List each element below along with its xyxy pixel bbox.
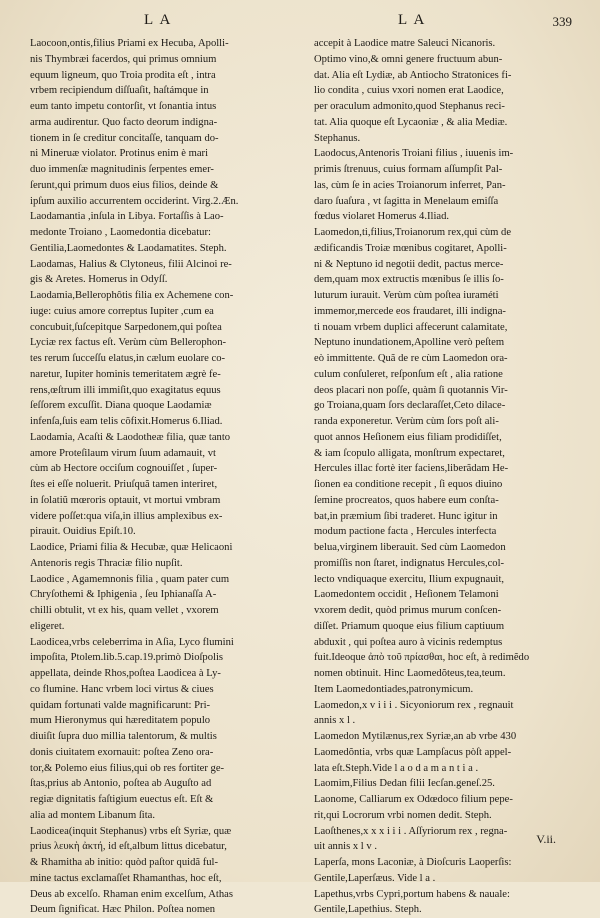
text-line: fœdus violaret Homerus 4.Iliad. xyxy=(314,211,450,223)
text-line: Laodicea(inquit Stephanus) vrbs eſt Syriæ, quæ xyxy=(30,825,232,837)
text-line: vrbem recipiendum diſſuaſit, haſtámque in xyxy=(30,85,209,97)
text-line: las, cùm ſe in acies Troianorum inferret, Pan- xyxy=(314,179,506,191)
text-line: in ſolatiũ mœroris optauit, vt mortui vmbram xyxy=(30,494,221,506)
text-line: Deus ab excelſo. Rhaman enim excelſum, Athas xyxy=(30,888,233,900)
text-line: Laodocus,Antenoris Troiani filius , iuuenis im- xyxy=(314,148,514,160)
text-line: appellata, deinde Rhos,poſtea Laodicea à Ly- xyxy=(30,668,221,679)
text-line: rit,qui Locrorum vrbi nomen dedit. Steph. xyxy=(314,809,492,821)
running-head-right: L A xyxy=(398,12,427,28)
text-line: Laodamia,Bellerophôtis filia ex Achemene con- xyxy=(30,290,234,301)
page-number: 339 xyxy=(552,14,572,29)
text-line: promiſſis non ſtaret, indignatus Hercules,col- xyxy=(314,557,505,569)
text-line: Antenoris regis Thraciæ filio nupſit. xyxy=(30,557,183,569)
text-line: medonte Troiano , Laomedontia dicebatur: xyxy=(30,227,211,238)
text-line: duo immenſæ magnitudinis ſerpentes emer- xyxy=(30,164,214,175)
text-line: mum Hieronymus qui hæreditatem populo xyxy=(30,715,211,727)
text-line: & Rhamitha ab initio: quòd paſtor quidã ful- xyxy=(30,857,219,868)
text-line: diuiſit ſupra duo millia talentorum, & multis xyxy=(30,731,217,742)
running-head-left: L A xyxy=(144,12,173,28)
text-line: ſeſſorem excuſſit. Diana quoque Laodamiæ xyxy=(30,400,212,412)
text-line: Laomim,Filius Dedan filii Iecſan.geneſ.25. xyxy=(314,778,495,790)
text-line: regiæ dignitatis faſtigium euectus eſt. Eſt & xyxy=(30,794,214,805)
text-line: deos placari non poſſe, quàm ſi quotannis Vir- xyxy=(314,384,508,396)
text-line: Deum ſignificat. Hæc Philon. Poſtea nomen xyxy=(30,904,216,916)
text-line: daro ſuaſura , vt ſagitta in Menelaum emiſſa xyxy=(314,195,499,207)
text-line: per oraculum admonito,quod Stephanus reci- xyxy=(314,101,505,112)
text-line: Lyciæ rex factus eſt. Verùm cùm Bellerophon- xyxy=(30,337,227,349)
text-line: alia ad montem Libanum ſita. xyxy=(30,809,156,821)
text-line: nis Thymbræi facerdos, qui primus omnium xyxy=(30,53,217,65)
text-line: tionem in ſe creditur concitaſſe, tanquam do- xyxy=(30,132,219,144)
text-line: eum tanto impetu contorſit, vt ſonantia intus xyxy=(30,101,217,112)
text-line: co flumine. Hanc vrbem loci virtus & ciues xyxy=(30,683,214,695)
text-line: primis ſtrenuus, cuius formam aſſumpſit Pal- xyxy=(314,164,503,175)
text-line: annis x l . xyxy=(314,715,356,727)
text-line: Laperſa, mons Laconiæ, à Dioſcuris Laoperſis: xyxy=(314,857,512,868)
text-line: luturum iurauit. Verùm cùm poſtea iuraméti xyxy=(314,290,499,301)
text-line: dem,quam mox extructis mœnibus ſe illis ſo- xyxy=(314,274,504,286)
text-line: culum conſuleret, reſponſum eſt , alia ratione xyxy=(314,368,503,380)
text-line: bat,in præmium ſibi traderet. Hunc igitur in xyxy=(314,510,498,522)
text-line: iuge: cuius amore correptus Iupiter ,cum ea xyxy=(30,305,214,317)
text-line: infenſa,ſuis eam telis cõfixit.Homerus 6.Iliad. xyxy=(30,416,223,427)
text-line: & iam ſcopulo alligata, monſtrum expectaret, xyxy=(314,447,505,459)
text-line: impoſita, Ptolem.lib.5.cap.19.primò Dioſpolis xyxy=(30,652,224,664)
text-line: randa exponeretur. Verùm cùm ſors poſt ali- xyxy=(314,416,499,427)
text-line: mine tactus exclamaſſet Rhamanthas, hoc eſt, xyxy=(30,872,222,884)
text-line: ſerunt,qui primum duos eius filios, deinde & xyxy=(30,179,219,191)
text-line: ſtas,prius ab Antonio, poſtea ab Auguſto ad xyxy=(30,778,212,790)
text-line: naretur, Iupiter hominis temeritatem ægrè fe- xyxy=(30,368,221,380)
text-line: rens,œſtrum illi immiſit,quo exagitatus equus xyxy=(30,384,221,396)
text-line: Laoſthenes,x x x i i i . Aſſyriorum rex , regna- xyxy=(314,825,508,837)
text-line: dat. Alia eſt Lydiæ, ab Antiocho Stratonices fi- xyxy=(314,69,512,81)
text-line: vxorem dedit, quòd primus murum conſcen- xyxy=(314,605,502,616)
text-line: quidam fortunati valde magnificarunt: Pri- xyxy=(30,699,211,711)
text-line: Laodice, Priami filia & Hecubæ, quæ Helicaoni xyxy=(30,542,233,553)
text-line: tes rerum ſucceſſu elatus,in cælum euolare co- xyxy=(30,353,226,364)
text-line: Gentile,Laperſæus. Vide l a . xyxy=(314,872,436,884)
text-line: Laonome, Calliarum ex Odœdoco filium pepe- xyxy=(314,794,513,805)
text-line: amore Proteſilaum virum ſuum adamauit, vt xyxy=(30,447,216,459)
text-line: accepit à Laodice matre Saleuci Nicanoris. xyxy=(314,38,496,49)
text-line: Optimo vino,& omni genere fructuum abun- xyxy=(314,53,503,65)
text-line: lecto vndiquaque exercitu, Ilium expugnauit, xyxy=(314,573,505,585)
text-line: Gentilia,Laomedontes & Laodamatites. Steph. xyxy=(30,242,227,254)
text-line: videre poſſet:qua viſa,in illius amplexibus ex- xyxy=(30,510,223,522)
text-line: pirauit. Ouidius Epiſt.10. xyxy=(30,526,136,538)
text-line: go Troiana,quam ſors declaraſſet,Ceto dilace- xyxy=(314,400,506,412)
text-line: Laodice , Agamemnonis filia , quam pater cum xyxy=(30,573,230,585)
text-line: ædificandis Troiæ mœnibus cogitaret, Apolli- xyxy=(314,242,507,254)
left-column xyxy=(30,36,286,918)
text-line: ni & Neptuno id negotii dedit, pactus merce- xyxy=(314,258,504,270)
text-line: uit annis x l v . xyxy=(314,841,377,853)
text-line: ipſum auxilio accurrentem occiderint. Virg.2.Æn. xyxy=(30,195,239,207)
signature-mark: V.ii. xyxy=(536,832,556,846)
text-line: Neptuno inundationem,Apolline verò peſtem xyxy=(314,337,505,349)
text-line: Lapethus,vrbs Cypri,portum habens & nauale: xyxy=(314,888,510,900)
text-line: concubuit,ſuſcepitque Sarpedonem,qui poſtea xyxy=(30,321,222,333)
text-line: equum ligneum, quo Troia prodita eſt , intra xyxy=(30,69,216,81)
text-line: nomen obtinuit. Hinc Laomedõteus,tea,teum. xyxy=(314,668,506,679)
text-line: lata eſt.Steph.Vide l a o d a m a n t i a . xyxy=(314,762,479,774)
text-line: fuit.Ideoque ἀπὸ τοῦ πρίασθαι, hoc eſt, à redimẽdo xyxy=(314,652,530,664)
text-line: donis ciuitatem exornauit: poſtea Zeno ora- xyxy=(30,746,214,758)
text-line: prius λευκὴ ἀκτή, id eſt,album littus dicebatur, xyxy=(30,841,227,853)
text-line: ſionen ea conditione recepit , ſi equos diuino xyxy=(314,479,503,490)
text-line: chilli obtulit, vt ex his, quam vellet , vxorem xyxy=(30,605,219,616)
text-line: Laodicea,vrbs celeberrima in Aſia, Lyco flumini xyxy=(30,636,234,648)
text-line: arma audirentur. Quo facto deorum indigna- xyxy=(30,116,218,128)
text-line: ſtes ei eſſe noluerit. Priuſquã tamen interiret, xyxy=(30,479,218,490)
text-line: cùm ab Hectore occiſum cognouiſſet , ſuper- xyxy=(30,463,218,475)
text-line: gis & Aretes. Homerus in Odyſſ. xyxy=(30,274,168,286)
text-line: ni Mineruæ violator. Protinus enim è mari xyxy=(30,148,209,160)
text-line: eò immittente. Quã de re cùm Laomedon ora- xyxy=(314,353,508,364)
text-line: Laomedõntia, vrbs quæ Lampſacus pòſt appel- xyxy=(314,746,512,758)
text-line: tor,& Polemo eius filius,qui ob res fortiter ge- xyxy=(30,762,225,774)
text-line: eligeret. xyxy=(30,620,65,632)
text-line: Chryſothemi & Iphigenia , ſeu Iphianaſſa A- xyxy=(30,589,217,601)
text-line: Laomedon Mytilænus,rex Syriæ,an ab vrbe 430 xyxy=(314,731,517,742)
text-line: lio condita , cuius vxori nomen erat Laodice, xyxy=(314,85,504,97)
text-line: Laomedontem occidit , Heſionem Telamoni xyxy=(314,589,499,601)
text-line: ti nouam vrbem duplici affecerunt calamitate, xyxy=(314,321,508,333)
text-line: immemor,mercede eos fraudaret, illi indigna- xyxy=(314,305,506,317)
text-line: Laodamantia ,inſula in Libya. Fortaſſis à Lao- xyxy=(30,211,224,223)
text-line: Stephanus. xyxy=(314,132,361,144)
text-line: Laomedon,ti,filius,Troianorum rex,qui cùm de xyxy=(314,227,512,238)
text-line: belua,virginem liberauit. Sed cùm Laomedon xyxy=(314,542,506,553)
text-line: Hercules illac fortè iter faciens,liberãdam He- xyxy=(314,463,509,475)
text-line: Laodamia, Acaſti & Laodotheæ filia, quæ tanto xyxy=(30,431,231,443)
text-line: diſſet. Priamum quoque eius filium captiuum xyxy=(314,620,505,632)
text-line: ſemine procreatos, quos habere eum conſta- xyxy=(314,494,499,506)
right-column xyxy=(314,36,576,918)
text-line: Laodamas, Halius & Clytoneus, filii Alcinoi re- xyxy=(30,258,232,270)
text-line: abduxit , qui poſtea auro à vicinis redemptus xyxy=(314,636,503,648)
text-line: quot annos Heſionem eius filiam prodidiſſet, xyxy=(314,431,502,443)
text-line: Item Laomedontiades,patronymicum. xyxy=(314,683,474,695)
text-line: tat. Alia quoque eſt Lycaoniæ , & alia Mediæ. xyxy=(314,116,508,128)
text-line: Laomedon,x v i i i . Sicyoniorum rex , regnauit xyxy=(314,699,514,711)
text-line: Laocoon,ontis,filius Priami ex Hecuba, Apolli- xyxy=(30,38,229,49)
text-line: modum pactione facta , Hercules interfecta xyxy=(314,526,497,538)
text-line: Gentile,Lapethius. Steph. xyxy=(314,904,422,916)
